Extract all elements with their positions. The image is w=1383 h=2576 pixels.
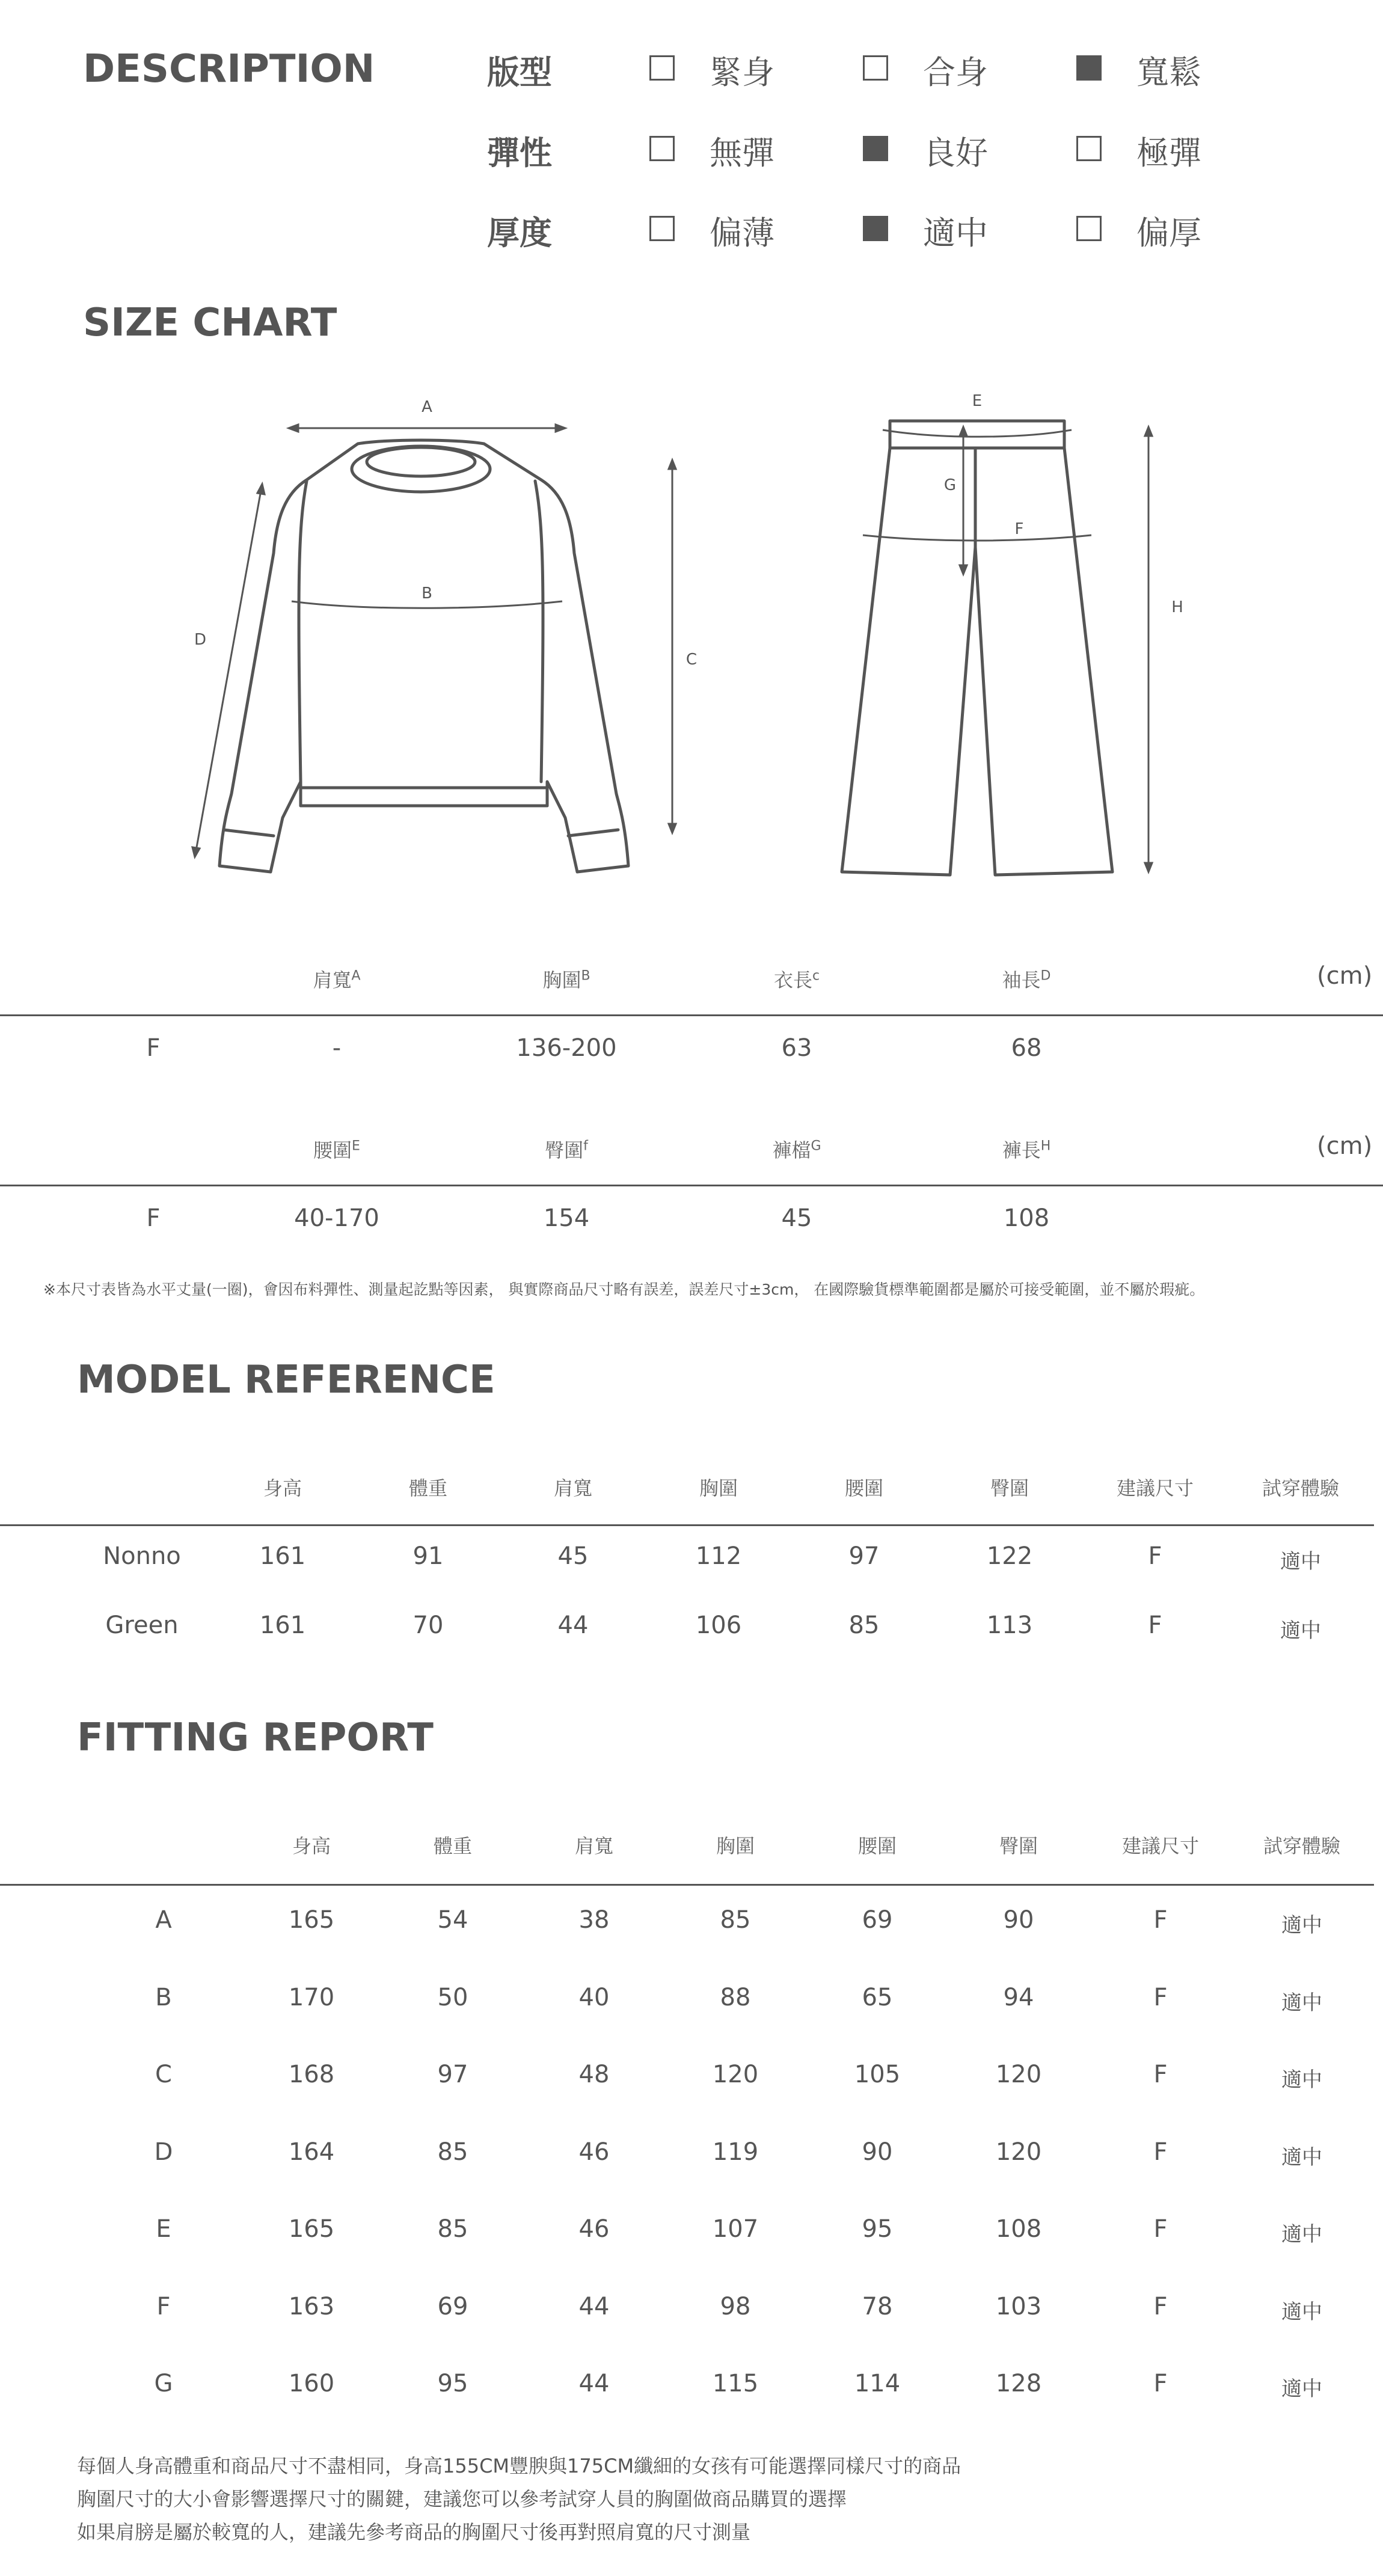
column-header: 建議尺寸 [1121, 1835, 1200, 1857]
attribute-label: 彈性 [487, 134, 552, 172]
cell-value: 85 [437, 2138, 468, 2166]
column-header: 胸圍 [716, 1835, 755, 1857]
cell-value: 65 [862, 1983, 893, 2011]
value-rise: 45 [781, 1204, 812, 1232]
cell-value: F [1153, 2061, 1168, 2088]
cell-value: 120 [995, 2061, 1042, 2088]
column-header: 體重 [408, 1477, 448, 1500]
header-shoulder: 肩寬$^A$ [313, 968, 361, 992]
cell-value: F [1153, 2138, 1168, 2166]
value-shoulder: - [332, 1034, 342, 1062]
cell-value: 46 [578, 2138, 610, 2166]
description-row [487, 127, 1329, 176]
cell-value: 113 [986, 1612, 1033, 1639]
column-header: 腰圍 [844, 1477, 884, 1500]
cell-value: F [1153, 1906, 1168, 1934]
header-chest: 胸圍$^B$ [542, 968, 590, 992]
cell-value: 適中 [1281, 2145, 1322, 2170]
column-header: 體重 [433, 1835, 473, 1857]
cell-value: 161 [259, 1612, 306, 1639]
cell-value: 69 [862, 1906, 893, 1934]
description-row [487, 47, 1329, 95]
description-row [487, 207, 1329, 256]
cell-value: 54 [437, 1906, 468, 1934]
header-rise: 褲檔$^G$ [772, 1138, 821, 1162]
row-name: E [156, 2215, 171, 2243]
letter-a: A [422, 398, 432, 416]
row-name: Nonno [103, 1542, 181, 1570]
cell-value: 163 [288, 2292, 335, 2320]
option-label: 極彈 [1136, 134, 1201, 172]
cell-value: 適中 [1281, 1990, 1322, 2015]
cell-value: 165 [288, 1906, 335, 1934]
cell-value: 適中 [1281, 1913, 1322, 1937]
cell-value: 適中 [1280, 1550, 1321, 1574]
row-name: D [154, 2138, 173, 2166]
cell-value: 44 [557, 1612, 589, 1639]
cell-value: 適中 [1280, 1619, 1321, 1643]
cell-value: 適中 [1281, 2299, 1322, 2324]
option-label: 寬鬆 [1136, 54, 1201, 91]
cell-value: 69 [437, 2292, 468, 2320]
cell-value: 44 [578, 2370, 610, 2397]
cell-value: 98 [720, 2292, 751, 2320]
cell-value: 107 [712, 2215, 759, 2243]
divider [0, 1524, 1374, 1526]
letter-c: C [685, 651, 698, 669]
cell-value: 164 [288, 2138, 335, 2166]
cell-value: F [1148, 1542, 1162, 1570]
header-sleeve: 袖長$^D$ [1002, 968, 1051, 992]
cell-value: 108 [995, 2215, 1042, 2243]
cell-value: 44 [578, 2292, 610, 2320]
value-hip: 154 [543, 1204, 590, 1232]
header-length: 衣長$^c$ [773, 968, 820, 992]
value-length: 63 [781, 1034, 812, 1062]
cell-value: 適中 [1281, 2222, 1322, 2246]
option-label: 合身 [923, 54, 988, 91]
cell-value: 適中 [1281, 2068, 1322, 2092]
row-name: G [154, 2370, 173, 2397]
note-line: 每個人身高體重和商品尺寸不盡相同，身高155CM豐腴與175CM纖細的女孩有可能選擇同樣尺寸的商品 [77, 2455, 961, 2477]
cell-value: 128 [995, 2370, 1042, 2397]
row-name: C [155, 2061, 172, 2088]
letter-f: F [1014, 520, 1024, 538]
cell-value: F [1148, 1612, 1162, 1639]
row-name: A [155, 1906, 172, 1934]
letter-b: B [422, 584, 432, 603]
size-note: ※本尺寸表皆為水平丈量(一圈)，會因布料彈性、測量起訖點等因素， 與實際商品尺寸略有誤差，誤差尺寸±3cm， 在國際驗貨標準範圍都是屬於可接受範圍，並不屬於瑕疵。 [43, 1281, 1205, 1298]
cell-value: 103 [995, 2292, 1042, 2320]
cell-value: 106 [695, 1612, 742, 1639]
column-header: 腰圍 [857, 1835, 897, 1857]
cell-value: 48 [578, 2061, 610, 2088]
attribute-label: 厚度 [487, 214, 552, 252]
cell-value: 122 [986, 1542, 1033, 1570]
size-chart-title: SIZE CHART [83, 301, 337, 345]
value-sleeve: 68 [1011, 1034, 1042, 1062]
note-line: 如果肩膀是屬於較寬的人，建議先參考商品的胸圍尺寸後再對照肩寬的尺寸測量 [77, 2521, 751, 2544]
divider [0, 1014, 1383, 1016]
model-reference-title: MODEL REFERENCE [77, 1358, 495, 1402]
cell-value: 112 [695, 1542, 742, 1570]
letter-g: G [943, 476, 957, 494]
unchecked-box-icon [863, 55, 888, 81]
checked-box-icon [863, 216, 888, 241]
cell-value: F [1153, 2215, 1168, 2243]
cell-value: 120 [995, 2138, 1042, 2166]
cell-value: 114 [854, 2370, 901, 2397]
header-waist: 腰圍$^E$ [313, 1138, 360, 1162]
cell-value: 168 [288, 2061, 335, 2088]
divider [0, 1884, 1374, 1886]
column-header: 肩寬 [574, 1835, 614, 1857]
cell-value: F [1153, 2292, 1168, 2320]
value-pant-length: 108 [1003, 1204, 1050, 1232]
cell-value: 120 [712, 2061, 759, 2088]
cell-value: 165 [288, 2215, 335, 2243]
column-header: 臀圍 [999, 1835, 1038, 1857]
cell-value: 85 [720, 1906, 751, 1934]
unchecked-box-icon [1076, 216, 1102, 241]
checked-box-icon [863, 136, 888, 161]
cell-value: 97 [437, 2061, 468, 2088]
garment-diagram [0, 373, 1383, 902]
cell-value: F [1153, 2370, 1168, 2397]
attribute-label: 版型 [487, 54, 552, 91]
diagram-letters [194, 392, 1183, 669]
cell-value: 85 [437, 2215, 468, 2243]
column-header: 肩寬 [553, 1477, 593, 1500]
header-hip: 臀圍$^f$ [545, 1138, 588, 1162]
cell-value: 94 [1003, 1983, 1034, 2011]
size-label: F [146, 1034, 161, 1062]
row-name: F [156, 2292, 171, 2320]
fitting-report-title: FITTING REPORT [77, 1716, 434, 1760]
unchecked-box-icon [649, 136, 675, 161]
cell-value: 38 [578, 1906, 610, 1934]
description-title: DESCRIPTION [83, 47, 375, 91]
cell-value: 適中 [1281, 2377, 1322, 2401]
letter-h: H [1171, 598, 1183, 616]
cell-value: 85 [848, 1612, 880, 1639]
cell-value: 105 [854, 2061, 901, 2088]
divider [0, 1185, 1383, 1186]
cell-value: 70 [412, 1612, 444, 1639]
option-label: 緊身 [710, 54, 774, 91]
row-name: Green [105, 1612, 179, 1639]
cell-value: 95 [862, 2215, 893, 2243]
cell-value: 78 [862, 2292, 893, 2320]
column-header: 臀圍 [990, 1477, 1029, 1500]
cell-value: 88 [720, 1983, 751, 2011]
row-name: B [155, 1983, 172, 2011]
cell-value: 40 [578, 1983, 610, 2011]
column-header: 試穿體驗 [1263, 1835, 1341, 1857]
column-header: 身高 [263, 1477, 302, 1500]
cell-value: 170 [288, 1983, 335, 2011]
column-header: 試穿體驗 [1262, 1477, 1340, 1500]
cell-value: 161 [259, 1542, 306, 1570]
cell-value: 160 [288, 2370, 335, 2397]
column-header: 身高 [292, 1835, 331, 1857]
cell-value: 119 [712, 2138, 759, 2166]
value-waist: 40-170 [294, 1204, 379, 1232]
column-header: 胸圍 [699, 1477, 738, 1500]
header-pant-length: 褲長$^H$ [1002, 1138, 1051, 1162]
unchecked-box-icon [649, 55, 675, 81]
option-label: 無彈 [710, 134, 774, 172]
unchecked-box-icon [1076, 136, 1102, 161]
option-label: 偏薄 [710, 214, 774, 252]
value-chest: 136-200 [516, 1034, 617, 1062]
sweater-illustration [219, 440, 628, 872]
option-label: 良好 [923, 134, 988, 172]
cell-value: F [1153, 1983, 1168, 2011]
unchecked-box-icon [649, 216, 675, 241]
unit-label: (cm) [1317, 1132, 1373, 1160]
letter-e: E [972, 392, 983, 410]
checked-box-icon [1076, 55, 1102, 81]
cell-value: 50 [437, 1983, 468, 2011]
size-label: F [146, 1204, 161, 1232]
cell-value: 45 [557, 1542, 589, 1570]
unit-label: (cm) [1317, 962, 1373, 990]
pants-illustration [842, 421, 1112, 875]
cell-value: 97 [848, 1542, 880, 1570]
cell-value: 90 [862, 2138, 893, 2166]
cell-value: 115 [712, 2370, 759, 2397]
cell-value: 91 [412, 1542, 444, 1570]
option-label: 適中 [923, 214, 988, 252]
letter-d: D [194, 631, 207, 649]
note-line: 胸圍尺寸的大小會影響選擇尺寸的關鍵，建議您可以參考試穿人員的胸圍做商品購買的選擇 [77, 2488, 847, 2510]
cell-value: 95 [437, 2370, 468, 2397]
cell-value: 46 [578, 2215, 610, 2243]
column-header: 建議尺寸 [1116, 1477, 1194, 1500]
cell-value: 90 [1003, 1906, 1034, 1934]
option-label: 偏厚 [1136, 214, 1201, 252]
